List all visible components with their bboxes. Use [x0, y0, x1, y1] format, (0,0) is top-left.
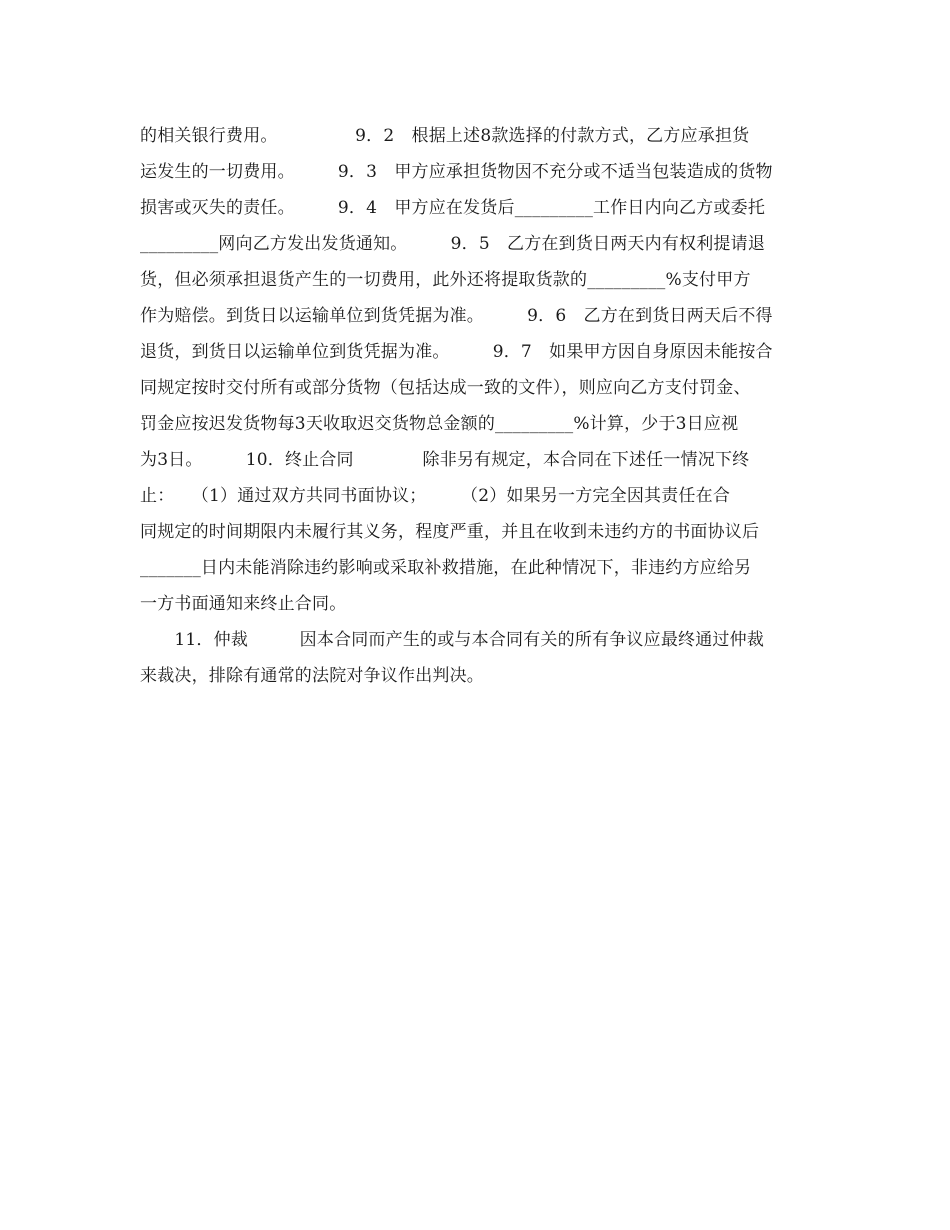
text-line: 止： （1）通过双方共同书面协议； （2）如果另一方完全因其责任在合: [140, 486, 731, 506]
text-line: 同规定按时交付所有或部分货物（包括达成一致的文件），则应向乙方支付罚金、: [140, 378, 751, 398]
text-line: 罚金应按迟发货物每3天收取迟交货物总金额的_________%计算，少于3日应视: [140, 414, 739, 434]
text-line: 同规定的时间期限内未履行其义务，程度严重，并且在收到未违约方的书面协议后: [140, 522, 760, 542]
text-line: 损害或灭失的责任。 9．4 甲方应在发货后_________工作日内向乙方或委托: [140, 198, 766, 218]
text-line: 的相关银行费用。 9．2 根据上述8款选择的付款方式，乙方应承担货: [140, 126, 750, 146]
text-line: 作为赔偿。到货日以运输单位到货凭据为准。 9．6 乙方在到货日两天后不得: [140, 306, 773, 326]
text-line: _______日内未能消除违约影响或采取补救措施，在此种情况下，非违约方应给另: [140, 558, 752, 578]
text-line: 11．仲裁 因本合同而产生的或与本合同有关的所有争议应最终通过仲裁: [140, 630, 765, 650]
contract-body-text: [140, 118, 810, 694]
text-line: _________网向乙方发出发货通知。 9．5 乙方在到货日两天内有权利提请退: [140, 234, 766, 254]
text-line: 退货，到货日以运输单位到货凭据为准。 9．7 如果甲方因自身原因未能按合: [140, 342, 773, 362]
text-line: 为3日。 10．终止合同 除非另有规定，本合同在下述任一情况下终: [140, 450, 750, 470]
text-line: 运发生的一切费用。 9．3 甲方应承担货物因不充分或不适当包装造成的货物: [140, 162, 773, 182]
text-line: 一方书面通知来终止合同。: [140, 594, 347, 614]
text-line: 来裁决，排除有通常的法院对争议作出判决。: [140, 666, 484, 686]
text-line: 货，但必须承担退货产生的一切费用，此外还将提取货款的_________%支付甲方: [140, 270, 751, 290]
